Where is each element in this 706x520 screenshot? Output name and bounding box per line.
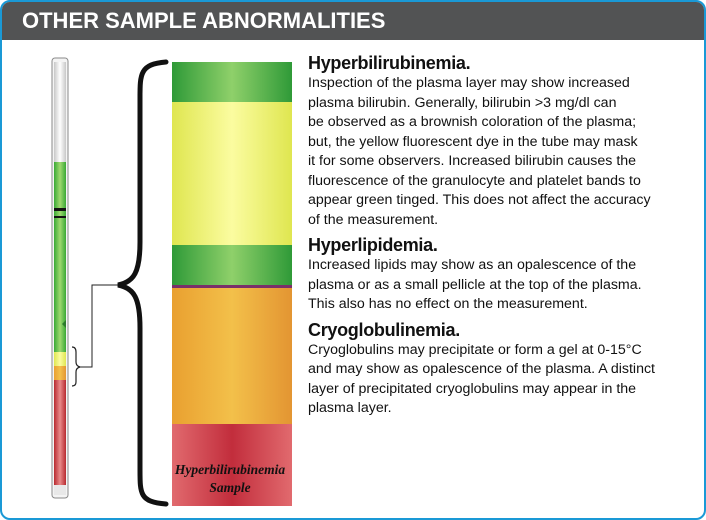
section-title: Cryoglobulinemia. xyxy=(308,319,460,340)
section-body: Inspection of the plasma layer may show increased plasma bilirubin. Generally, bilirubin >3 mg/dl can be observed as a brownish coloration of the plasma; but, the yellow fluorescent dye in the tube may mask it for some observers. Increased bilirubin causes the fluorescence of the granulocyte and platelet bands to appear green tinged. This does not affect the accuracy of the measurement. xyxy=(308,75,651,228)
tube-diagram xyxy=(2,40,302,518)
large-brace xyxy=(118,62,166,504)
section-cryoglobulinemia xyxy=(308,319,700,419)
section-title: Hyperbilirubinemia. xyxy=(308,53,471,73)
section-title: Hyperlipidemia. xyxy=(308,235,438,255)
small-bracket xyxy=(72,347,80,386)
page-title: OTHER SAMPLE ABNORMALITIES xyxy=(22,8,386,33)
header-bar xyxy=(2,2,704,40)
sample-label-line2: Sample xyxy=(209,480,251,495)
enlarged-sample xyxy=(172,62,292,506)
section-hyperlipidemia xyxy=(308,234,700,315)
text-column xyxy=(308,52,700,420)
sample-label-line1: Hyperbilirubinemia xyxy=(174,462,286,477)
section-hyperbilirubinemia xyxy=(308,52,700,230)
capillary-tube xyxy=(52,58,68,498)
connector-line xyxy=(80,285,122,367)
section-body: Cryoglobulins may precipitate or form a gel at 0-15°C and may show as opalescence of the plasma. A distinct layer of precipitated cryoglobulins may appear in the plasma layer. xyxy=(308,341,656,416)
section-body: Increased lipids may show as an opalescence of the plasma or as a small pellicle at the top of the plasma. This also has no effect on the measurement. xyxy=(308,257,642,312)
